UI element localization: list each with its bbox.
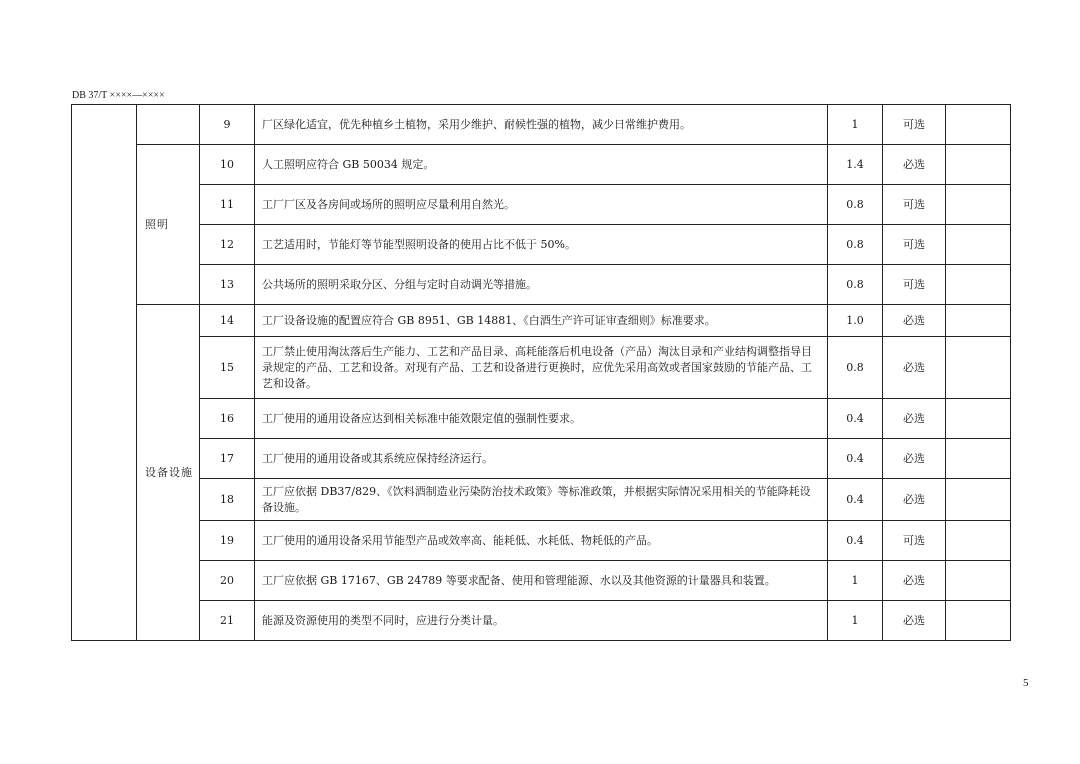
row-number: 20 bbox=[200, 561, 255, 601]
table-row bbox=[72, 521, 1011, 561]
row-number: 21 bbox=[200, 601, 255, 641]
document-code-header: DB 37/T ××××—×××× bbox=[72, 90, 165, 101]
score-value: 0.4 bbox=[828, 521, 883, 561]
page-number: 5 bbox=[1023, 677, 1029, 689]
remark-cell bbox=[946, 105, 1011, 145]
requirements-table bbox=[71, 104, 1011, 641]
remark-cell bbox=[946, 561, 1011, 601]
requirement-text: 工厂应依据 DB37/829、《饮料酒制造业污染防治技术政策》等标准政策，并根据实际情况采用相关的节能降耗设备设施。 bbox=[255, 479, 828, 521]
requirement-type: 必选 bbox=[883, 145, 946, 185]
row-number: 11 bbox=[200, 185, 255, 225]
row-number: 9 bbox=[200, 105, 255, 145]
score-value: 1.0 bbox=[828, 305, 883, 337]
table-row bbox=[72, 225, 1011, 265]
table-row bbox=[72, 337, 1011, 399]
requirement-text: 工艺适用时，节能灯等节能型照明设备的使用占比不低于 50%。 bbox=[255, 225, 828, 265]
remark-cell bbox=[946, 185, 1011, 225]
table-row bbox=[72, 185, 1011, 225]
category-cell: 照明 bbox=[137, 145, 200, 305]
row-number: 17 bbox=[200, 439, 255, 479]
remark-cell bbox=[946, 439, 1011, 479]
score-value: 0.4 bbox=[828, 439, 883, 479]
table-row bbox=[72, 305, 1011, 337]
remark-cell bbox=[946, 225, 1011, 265]
score-value: 0.4 bbox=[828, 399, 883, 439]
remark-cell bbox=[946, 145, 1011, 185]
remark-cell bbox=[946, 521, 1011, 561]
requirement-type: 可选 bbox=[883, 225, 946, 265]
row-number: 10 bbox=[200, 145, 255, 185]
requirement-text: 人工照明应符合 GB 50034 规定。 bbox=[255, 145, 828, 185]
table-row bbox=[72, 145, 1011, 185]
requirement-type: 必选 bbox=[883, 561, 946, 601]
requirement-type: 必选 bbox=[883, 399, 946, 439]
requirement-type: 可选 bbox=[883, 105, 946, 145]
remark-cell bbox=[946, 601, 1011, 641]
table-row bbox=[72, 601, 1011, 641]
requirement-type: 可选 bbox=[883, 265, 946, 305]
remark-cell bbox=[946, 337, 1011, 399]
requirement-text: 工厂设备设施的配置应符合 GB 8951、GB 14881、《白酒生产许可证审查细则》标准要求。 bbox=[255, 305, 828, 337]
remark-cell bbox=[946, 305, 1011, 337]
score-value: 1.4 bbox=[828, 145, 883, 185]
requirement-type: 必选 bbox=[883, 337, 946, 399]
score-value: 1 bbox=[828, 105, 883, 145]
requirement-text: 工厂使用的通用设备或其系统应保持经济运行。 bbox=[255, 439, 828, 479]
score-value: 0.8 bbox=[828, 265, 883, 305]
requirement-text: 厂区绿化适宜，优先种植乡土植物，采用少维护、耐候性强的植物，减少日常维护费用。 bbox=[255, 105, 828, 145]
row-number: 12 bbox=[200, 225, 255, 265]
requirement-text: 工厂禁止使用淘汰落后生产能力、工艺和产品目录、高耗能落后机电设备（产品）淘汰目录和产业结构调整指导目录规定的产品、工艺和设备。对现有产品、工艺和设备进行更换时，应优先采用高效或者国家鼓励的节能产品、工艺和设备。 bbox=[255, 337, 828, 399]
requirement-type: 可选 bbox=[883, 521, 946, 561]
requirement-type: 必选 bbox=[883, 305, 946, 337]
row-number: 14 bbox=[200, 305, 255, 337]
table-row bbox=[72, 439, 1011, 479]
table-row bbox=[72, 265, 1011, 305]
category-cell: 设备设施 bbox=[137, 305, 200, 641]
category-cell bbox=[137, 105, 200, 145]
table-row bbox=[72, 399, 1011, 439]
score-value: 0.8 bbox=[828, 185, 883, 225]
requirement-type: 必选 bbox=[883, 601, 946, 641]
row-number: 19 bbox=[200, 521, 255, 561]
requirement-text: 公共场所的照明采取分区、分组与定时自动调光等措施。 bbox=[255, 265, 828, 305]
score-value: 1 bbox=[828, 601, 883, 641]
primary-category-cell bbox=[72, 105, 137, 641]
score-value: 1 bbox=[828, 561, 883, 601]
requirement-type: 必选 bbox=[883, 479, 946, 521]
row-number: 15 bbox=[200, 337, 255, 399]
requirement-text: 工厂使用的通用设备采用节能型产品或效率高、能耗低、水耗低、物耗低的产品。 bbox=[255, 521, 828, 561]
requirement-text: 能源及资源使用的类型不同时，应进行分类计量。 bbox=[255, 601, 828, 641]
requirement-type: 必选 bbox=[883, 439, 946, 479]
row-number: 13 bbox=[200, 265, 255, 305]
score-value: 0.4 bbox=[828, 479, 883, 521]
remark-cell bbox=[946, 265, 1011, 305]
requirement-text: 工厂使用的通用设备应达到相关标准中能效限定值的强制性要求。 bbox=[255, 399, 828, 439]
table-row bbox=[72, 561, 1011, 601]
table-row bbox=[72, 479, 1011, 521]
requirement-text: 工厂厂区及各房间或场所的照明应尽量利用自然光。 bbox=[255, 185, 828, 225]
row-number: 18 bbox=[200, 479, 255, 521]
requirement-text: 工厂应依据 GB 17167、GB 24789 等要求配备、使用和管理能源、水以及其他资源的计量器具和装置。 bbox=[255, 561, 828, 601]
score-value: 0.8 bbox=[828, 337, 883, 399]
table-row bbox=[72, 105, 1011, 145]
remark-cell bbox=[946, 399, 1011, 439]
score-value: 0.8 bbox=[828, 225, 883, 265]
row-number: 16 bbox=[200, 399, 255, 439]
requirement-type: 可选 bbox=[883, 185, 946, 225]
remark-cell bbox=[946, 479, 1011, 521]
